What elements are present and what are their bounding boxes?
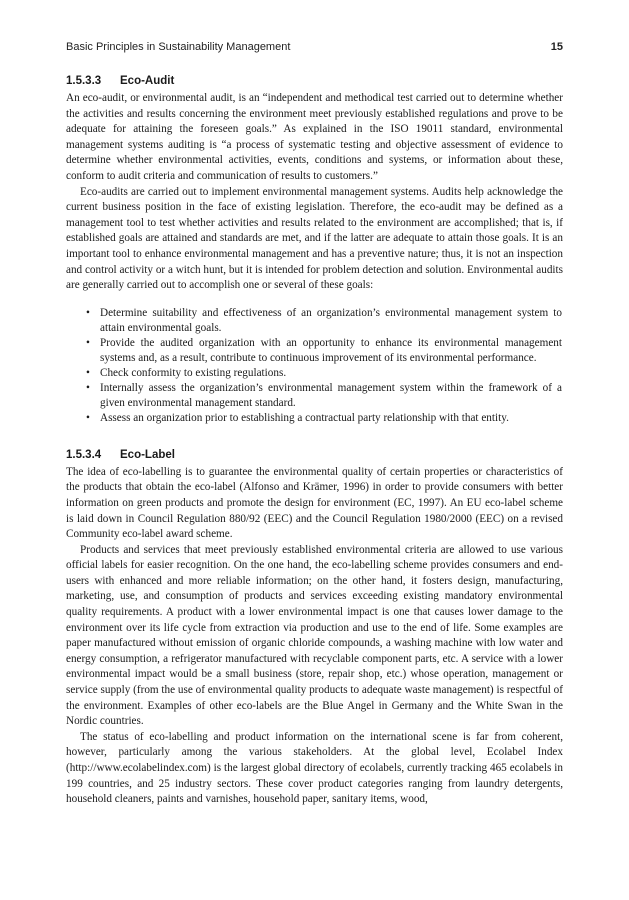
paragraph: The idea of eco-labelling is to guarantee the environmental quality of certain properties or characteristics of the products that obtain the eco-label (Alfonso and Krämer, 1996) in order to provide consumers with better information on green products and promote the design for environment (EC, 1997). An EU eco-label scheme is laid down in Council Regulation 880/92 (EEC) and the Council Regulation 1980/2000 (EEC) on a revised Community eco-label award scheme. xyxy=(66,465,563,541)
running-header xyxy=(66,41,563,53)
goals-bullet-list xyxy=(66,306,563,426)
section-number: 1.5.3.4 xyxy=(66,448,102,461)
bullet-marker: • xyxy=(86,381,90,394)
paragraph: An eco-audit, or environmental audit, is an “independent and methodical test carried out to determine whether the activities and results concerning the environment meet previously established regulations and prove to be adequate for attaining the foreseen goals.” As explained in the ISO 19011 standard, environmental management systems auditing is “a process of systematic testing and objective assessment of evidence to determine whether environmental activities, events, conditions and systems, or information about these, conform to audit criteria and communication of results to customers.” xyxy=(66,92,563,182)
page-body xyxy=(66,74,563,808)
section-spacer xyxy=(66,426,563,448)
bullet-item: • Check conformity to existing regulations. xyxy=(86,366,287,379)
section-title: Eco-Label xyxy=(120,448,175,461)
bullet-marker: • xyxy=(86,336,90,349)
bullet-item: • Determine suitability and effectiveness of an organization’s environmental management system to attain environmental goals. xyxy=(86,306,562,334)
page-number: 15 xyxy=(550,41,563,53)
bullet-marker: • xyxy=(86,411,90,424)
section-eco-label xyxy=(66,448,563,808)
paragraph: Eco-audits are carried out to implement environmental management systems. Audits help acknowledge the current business position in the face of existing legislation. Therefore, the eco-audit may be defined as a management tool to test whether activities and results related to the environment are accomplished; that is, if established goals are attained and standards are met, and if the latter are adequate to attain those goals. It is an important tool to enhance environmental management and has a preventive nature; thus, it is not an inspection and control activity or a witch hunt, but it is intended for problem detection and solution. Environmental audits are generally carried out to accomplish one or several of these goals: xyxy=(66,185,563,292)
section-eco-audit xyxy=(66,74,563,426)
bullet-marker: • xyxy=(86,366,90,379)
bullet-item: • Provide the audited organization with an opportunity to enhance its environmental management systems and, as a result, contribute to continuous improvement of its environmental performance. xyxy=(86,336,562,364)
bullet-item: • Assess an organization prior to establishing a contractual party relationship with that entity. xyxy=(86,411,509,424)
section-number: 1.5.3.3 xyxy=(66,75,102,87)
paragraph: Products and services that meet previously established environmental criteria are allowed to use various official labels for easier recognition. On the one hand, the eco-labelling scheme provides consumers and end-users with enhanced and more reliable information; on the other hand, it fosters design, manufacturing, marketing, use, and consumption of products and services exceeding existing mandatory environmental quality requirements. A product with a lower environmental impact is one that causes lower damage to the environment over its life cycle from extraction via production and use to the end of life. Some examples are paper manufactured without emission of organic chloride compounds, a washing machine with low water and energy consumption, a refrigerator manufactured with recyclable component parts, etc. A service with a lower environmental impact would be a small business (store, repair shop, etc.) whose operation, management or service supply (from the use of environmental quality products to adequate waste management) is respectful of the environment. Examples of other eco-labels are the Blue Angel in Germany and the White Swan in the Nordic countries. xyxy=(66,543,563,728)
paragraph: The status of eco-labelling and product information on the international scene is far from coherent, however, particularly among the various stakeholders. At the global level, Ecolabel Index (http://www.ecolabelindex.com) is the largest global directory of ecolabels, currently tracking 465 ecolabels in 199 countries, and 25 industry sectors. These cover product categories ranging from laundry detergents, household cleaners, paints and varnishes, household paper, sanitary items, wood, xyxy=(66,730,563,806)
section-heading-eco-audit xyxy=(66,74,563,91)
section-title: Eco-Audit xyxy=(120,75,175,87)
section-heading-eco-label xyxy=(66,448,563,465)
bullet-marker: • xyxy=(86,306,90,319)
bullet-item: • Internally assess the organization’s environmental management system within the framework of a given environmental management standard. xyxy=(86,381,562,409)
running-title: Basic Principles in Sustainability Management xyxy=(66,41,291,53)
